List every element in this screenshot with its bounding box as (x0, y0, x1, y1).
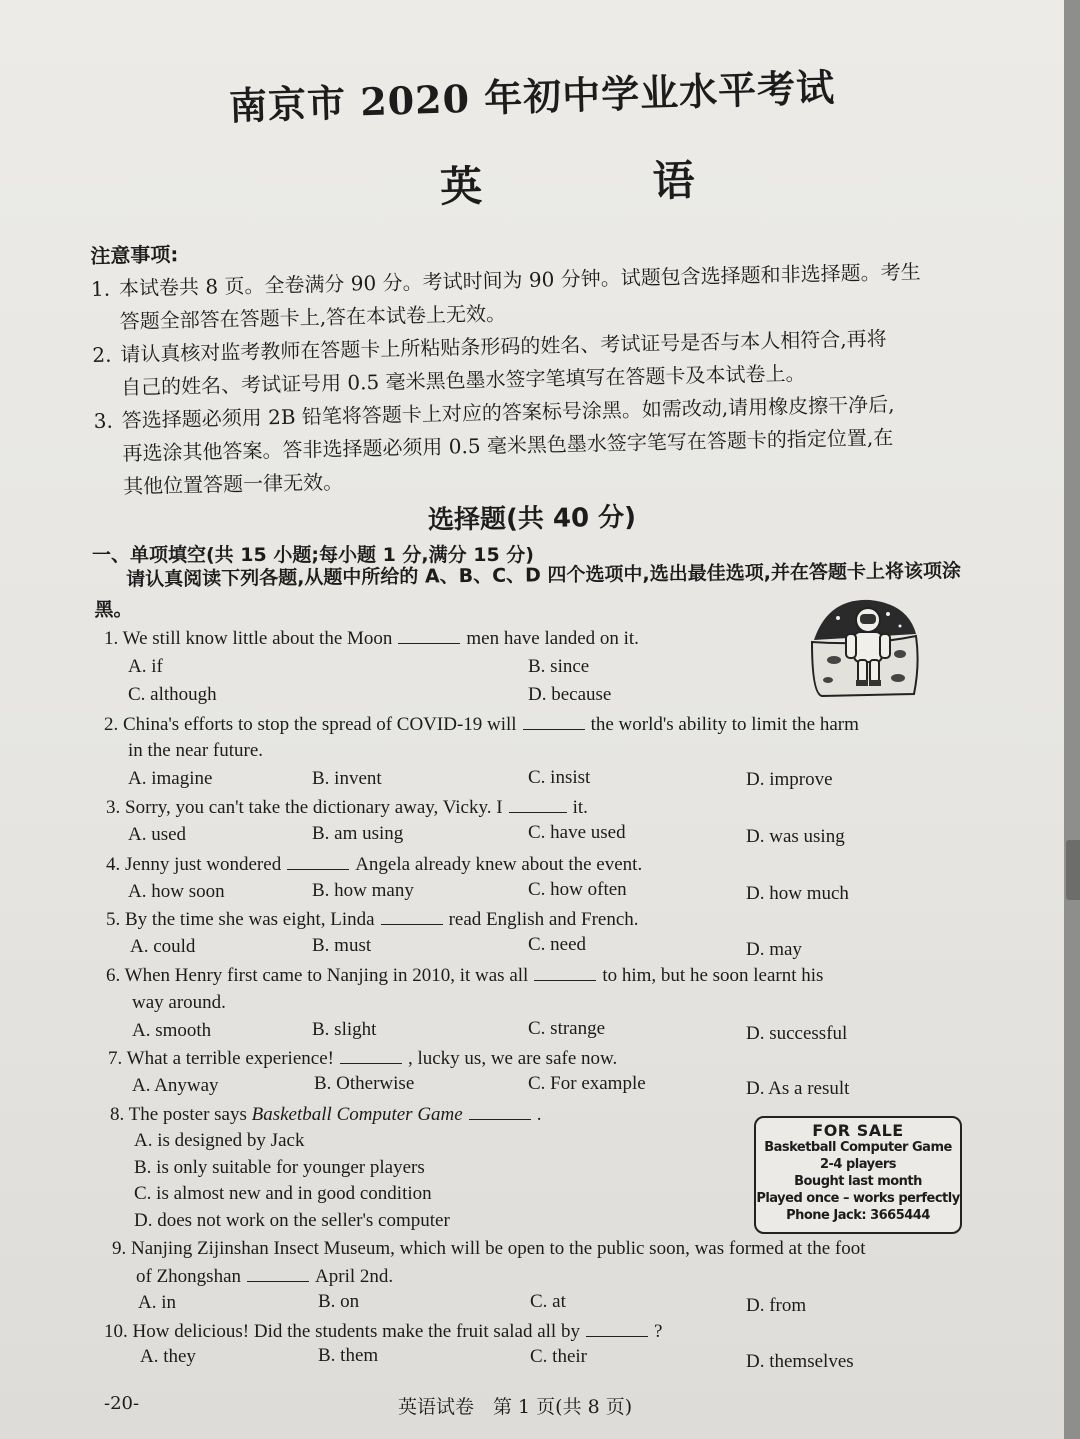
question-8 (110, 1102, 541, 1126)
question-text: Sorry, you can't take the dictionary away, Vicky. I (125, 797, 503, 818)
question-text: We still know little about the Moon (122, 628, 393, 649)
question-continuation (136, 1264, 393, 1288)
answer-blank (381, 907, 443, 925)
answer-blank (509, 795, 567, 813)
question-number: 4. (106, 854, 121, 875)
answer-blank (469, 1102, 531, 1120)
exam-title: 南京市 2020 年初中学业水平考试 (228, 64, 836, 129)
question-text: to him, but he soon learnt his (602, 965, 824, 986)
question-text: How delicious! Did the students make the fruit salad all by (132, 1321, 580, 1342)
question-text: When Henry first came to Nanjing in 2010, it was all (124, 965, 529, 986)
answer-blank (340, 1046, 402, 1064)
option-a: A. if (128, 656, 163, 677)
question-number: 3. (106, 797, 121, 818)
option-b: B. on (318, 1291, 360, 1312)
for-sale-line: 2-4 players (819, 1157, 897, 1172)
option-b: B. is only suitable for younger players (134, 1157, 425, 1178)
option-d: D. how much (746, 883, 849, 904)
question-5 (106, 907, 639, 931)
option-b: B. must (312, 935, 372, 956)
question-1 (104, 626, 639, 650)
question-text: Nanjing Zijinshan Insect Museum, which will be open to the public soon, was formed at the foot (131, 1238, 866, 1259)
answer-blank (586, 1319, 648, 1337)
option-b: B. them (318, 1345, 379, 1366)
page-info: 英语试卷 第 1 页(共 8 页) (398, 1396, 633, 1418)
question-number: 6. (106, 965, 121, 986)
question-number: 8. (110, 1104, 125, 1125)
question-2 (104, 712, 859, 736)
option-c: C. strange (528, 1018, 606, 1039)
part-title: 一、单项填空(共 15 小题;每小题 1 分,满分 15 分) (92, 544, 534, 566)
question-text: . (536, 1104, 542, 1125)
option-d: D. because (528, 684, 612, 705)
answer-blank (398, 626, 460, 644)
option-d: D. does not work on the seller's computer (134, 1210, 450, 1231)
question-text: April 2nd. (315, 1266, 394, 1287)
option-b: B. how many (312, 880, 414, 901)
question-number: 9. (112, 1238, 127, 1259)
option-a: A. they (140, 1346, 196, 1367)
option-c: C. insist (528, 767, 591, 788)
question-4 (106, 852, 642, 876)
option-d: D. may (746, 939, 802, 960)
question-text: Jenny just wondered (125, 854, 282, 875)
option-a: A. used (128, 824, 187, 845)
for-sale-line: Played once – works perfectly (756, 1191, 960, 1206)
notice-number: 3. (93, 408, 114, 433)
notice-item-3 (93, 386, 995, 504)
question-text: , lucky us, we are safe now. (407, 1048, 618, 1069)
option-d: D. themselves (746, 1351, 854, 1372)
option-c: C. have used (528, 822, 626, 843)
option-b: B. since (528, 656, 590, 677)
option-c: C. their (530, 1346, 587, 1367)
option-c: C. at (530, 1291, 566, 1312)
option-b: B. am using (312, 823, 404, 844)
notice-number: 2. (92, 342, 112, 367)
option-d: D. successful (746, 1023, 848, 1044)
option-a: A. how soon (128, 881, 225, 902)
option-b: B. invent (312, 768, 382, 789)
option-a: A. in (138, 1292, 176, 1313)
question-text: of Zhongshan (136, 1266, 242, 1287)
instruction-text: 请认真阅读下列各题,从题中所给的 A、B、C、D 四个选项中,选出最佳选项,并在答题卡上将该项涂黑。 (94, 559, 962, 621)
for-sale-line: Bought last month (794, 1174, 922, 1189)
option-c: C. although (128, 684, 217, 705)
notice-number: 1. (90, 276, 111, 301)
notice-line: 答选择题必须用 2B 铅笔将答题卡上对应的答案标号涂黑。如需改动,请用橡皮擦干净后, (121, 392, 895, 433)
for-sale-line: Basketball Computer Game (764, 1140, 952, 1155)
answer-blank (287, 852, 349, 870)
option-a: A. is designed by Jack (134, 1130, 305, 1151)
side-tab (1066, 840, 1080, 900)
option-d: D. was using (746, 826, 845, 847)
notice-line: 再选涂其他答案。答非选择题必须用 0.5 毫米黑色墨水签字笔写在答题卡的指定位置,在 (122, 425, 894, 466)
question-10 (104, 1319, 662, 1343)
option-b: B. slight (312, 1019, 377, 1040)
option-d: D. from (746, 1295, 807, 1316)
question-number: 1. (104, 628, 119, 649)
for-sale-notice (754, 1116, 962, 1234)
option-a: A. imagine (128, 768, 213, 789)
notice-line: 请认真核对监考教师在答题卡上所粘贴条形码的姓名、考试证号是否与本人相符合,再将 (120, 326, 887, 367)
paper-edge (1064, 0, 1080, 1439)
question-7 (108, 1046, 617, 1070)
option-c: C. For example (528, 1073, 646, 1094)
answer-blank (247, 1264, 309, 1282)
question-text: men have landed on it. (466, 628, 639, 649)
option-c: C. is almost new and in good condition (134, 1183, 432, 1204)
page-number: -20- (104, 1393, 140, 1414)
notice-line: 答题全部答在答题卡上,答在本试卷上无效。 (119, 301, 507, 334)
notice-heading: 注意事项: (90, 242, 179, 268)
section-title: 选择题(共 40 分) (427, 502, 637, 536)
question-text: the world's ability to limit the harm (590, 714, 859, 735)
option-a: A. could (130, 936, 196, 957)
notice-line: 自己的姓名、考试证号用 0.5 毫米黑色墨水签字笔填写在答题卡及本试卷上。 (120, 361, 806, 400)
question-number: 7. (108, 1048, 123, 1069)
answer-blank (534, 963, 596, 981)
question-number: 10. (104, 1321, 128, 1342)
question-9 (112, 1238, 866, 1260)
for-sale-heading: FOR SALE (812, 1121, 904, 1140)
notice-line: 本试卷共 8 页。全卷满分 90 分。考试时间为 90 分钟。试题包含选择题和非选择题。考生 (118, 259, 921, 301)
question-text: China's efforts to stop the spread of COVID-19 will (123, 714, 517, 735)
notice-line: 其他位置答题一律无效。 (122, 469, 344, 499)
option-c: C. need (528, 934, 587, 955)
for-sale-line: Phone Jack: 3665444 (786, 1208, 930, 1223)
question-number: 5. (106, 909, 121, 930)
option-b: B. Otherwise (314, 1073, 415, 1094)
option-a: A. smooth (132, 1020, 212, 1041)
question-text: ? (653, 1321, 663, 1342)
question-text: The poster says (128, 1104, 247, 1125)
question-text: read English and French. (448, 909, 639, 930)
question-text: Angela already knew about the event. (355, 854, 643, 875)
option-d: D. improve (746, 769, 833, 790)
question-continuation: way around. (132, 992, 226, 1013)
subject-title: 英 语 (439, 153, 774, 212)
question-3 (106, 795, 588, 819)
notice-block (90, 221, 995, 504)
question-6 (106, 963, 823, 987)
question-continuation: in the near future. (128, 740, 264, 761)
question-text: By the time she was eight, Linda (125, 909, 375, 930)
answer-blank (523, 712, 585, 730)
question-text: What a terrible experience! (126, 1048, 334, 1069)
question-italic-text: Basketball Computer Game (251, 1104, 463, 1125)
astronaut-illustration (808, 594, 920, 700)
question-number: 2. (104, 714, 119, 735)
question-text: it. (572, 797, 588, 818)
option-a: A. Anyway (132, 1075, 219, 1096)
option-c: C. how often (528, 879, 627, 900)
option-d: D. As a result (746, 1078, 850, 1099)
